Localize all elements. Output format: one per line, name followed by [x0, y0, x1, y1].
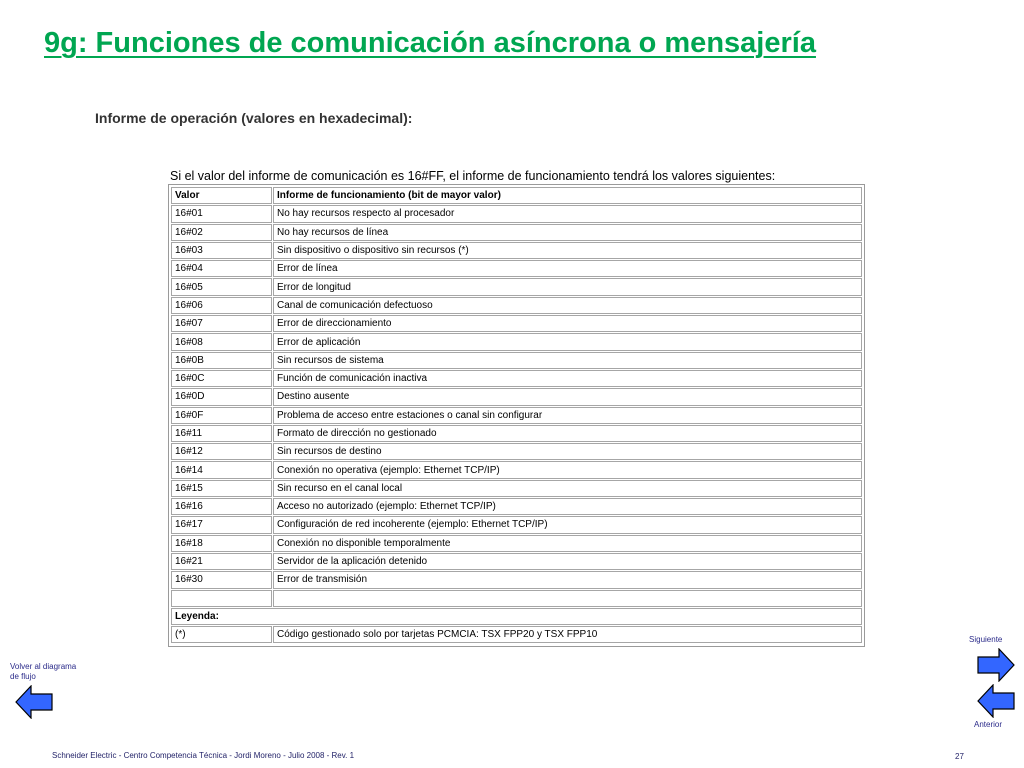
previous-label: Anterior	[974, 720, 1003, 729]
table-row	[171, 278, 862, 295]
slide-title: 9g: Funciones de comunicación asíncrona o mensajería	[44, 27, 816, 59]
table-row	[171, 205, 862, 222]
legend-row	[171, 608, 862, 625]
description-cell: Código gestionado solo por tarjetas PCMCIA: TSX FPP20 y TSX FPP10	[273, 626, 862, 643]
next-label: Siguiente	[969, 635, 1003, 644]
table-row	[171, 553, 862, 570]
value-cell: 16#17	[171, 516, 272, 533]
description-cell: Problema de acceso entre estaciones o canal sin configurar	[273, 407, 862, 424]
table-row	[171, 443, 862, 460]
value-cell: 16#16	[171, 498, 272, 515]
value-cell: 16#11	[171, 425, 272, 442]
description-cell: Error de aplicación	[273, 333, 862, 350]
legend-label: Leyenda:	[171, 608, 862, 625]
value-cell: 16#12	[171, 443, 272, 460]
table-header-row	[171, 187, 862, 204]
value-cell: 16#01	[171, 205, 272, 222]
back-to-flow-arrow-icon[interactable]	[15, 685, 53, 719]
description-cell: Acceso no autorizado (ejemplo: Ethernet TCP/IP)	[273, 498, 862, 515]
description-cell: Error de longitud	[273, 278, 862, 295]
value-cell: 16#0C	[171, 370, 272, 387]
value-cell: 16#14	[171, 461, 272, 478]
value-cell: 16#15	[171, 480, 272, 497]
description-cell: Destino ausente	[273, 388, 862, 405]
description-cell: No hay recursos de línea	[273, 224, 862, 241]
codes-table	[170, 186, 863, 644]
value-cell: 16#06	[171, 297, 272, 314]
description-cell: No hay recursos respecto al procesador	[273, 205, 862, 222]
value-cell: 16#07	[171, 315, 272, 332]
value-cell: 16#21	[171, 553, 272, 570]
value-cell: 16#03	[171, 242, 272, 259]
table-row	[171, 333, 862, 350]
table-row	[171, 480, 862, 497]
previous-arrow-icon[interactable]	[977, 684, 1015, 718]
table-row	[171, 498, 862, 515]
table-row	[171, 297, 862, 314]
description-cell: Canal de comunicación defectuoso	[273, 297, 862, 314]
description-cell: Sin recursos de sistema	[273, 352, 862, 369]
table-row	[171, 535, 862, 552]
description-cell: Error de transmisión	[273, 571, 862, 588]
table-row	[171, 425, 862, 442]
description-cell: Sin recursos de destino	[273, 443, 862, 460]
table-row	[171, 315, 862, 332]
table-row	[171, 388, 862, 405]
value-cell: 16#0D	[171, 388, 272, 405]
value-cell: 16#04	[171, 260, 272, 277]
page-number: 27	[955, 752, 964, 761]
description-cell: Sin dispositivo o dispositivo sin recursos (*)	[273, 242, 862, 259]
description-cell: Conexión no operativa (ejemplo: Ethernet TCP/IP)	[273, 461, 862, 478]
value-cell: 16#08	[171, 333, 272, 350]
table-row	[171, 224, 862, 241]
value-cell: 16#0F	[171, 407, 272, 424]
operation-report-table	[168, 184, 865, 647]
description-cell: Error de direccionamiento	[273, 315, 862, 332]
value-cell: 16#30	[171, 571, 272, 588]
section-subtitle: Informe de operación (valores en hexadecimal):	[95, 110, 413, 126]
legend-item-row	[171, 626, 862, 643]
value-cell: Valor	[171, 187, 272, 204]
value-cell: (*)	[171, 626, 272, 643]
table-intro-text: Si el valor del informe de comunicación es 16#FF, el informe de funcionamiento tendrá los valores siguientes:	[170, 169, 776, 183]
description-cell: Conexión no disponible temporalmente	[273, 535, 862, 552]
table-row	[171, 370, 862, 387]
description-cell: Formato de dirección no gestionado	[273, 425, 862, 442]
back-to-flow-label: Volver al diagrama de flujo	[10, 662, 77, 681]
next-arrow-icon[interactable]	[977, 648, 1015, 682]
table-row	[171, 242, 862, 259]
description-cell: Error de línea	[273, 260, 862, 277]
table-row	[171, 516, 862, 533]
value-cell: 16#05	[171, 278, 272, 295]
description-cell: Configuración de red incoherente (ejemplo: Ethernet TCP/IP)	[273, 516, 862, 533]
value-cell	[171, 590, 272, 607]
table-spacer-row	[171, 590, 862, 607]
description-cell: Informe de funcionamiento (bit de mayor valor)	[273, 187, 862, 204]
description-cell: Servidor de la aplicación detenido	[273, 553, 862, 570]
value-cell: 16#18	[171, 535, 272, 552]
description-cell	[273, 590, 862, 607]
table-row	[171, 260, 862, 277]
table-row	[171, 352, 862, 369]
footer-text: Schneider Electric - Centro Competencia Técnica - Jordi Moreno - Julio 2008 - Rev. 1	[52, 751, 355, 760]
table-row	[171, 571, 862, 588]
table-row	[171, 407, 862, 424]
description-cell: Sin recurso en el canal local	[273, 480, 862, 497]
value-cell: 16#0B	[171, 352, 272, 369]
value-cell: 16#02	[171, 224, 272, 241]
description-cell: Función de comunicación inactiva	[273, 370, 862, 387]
table-row	[171, 461, 862, 478]
